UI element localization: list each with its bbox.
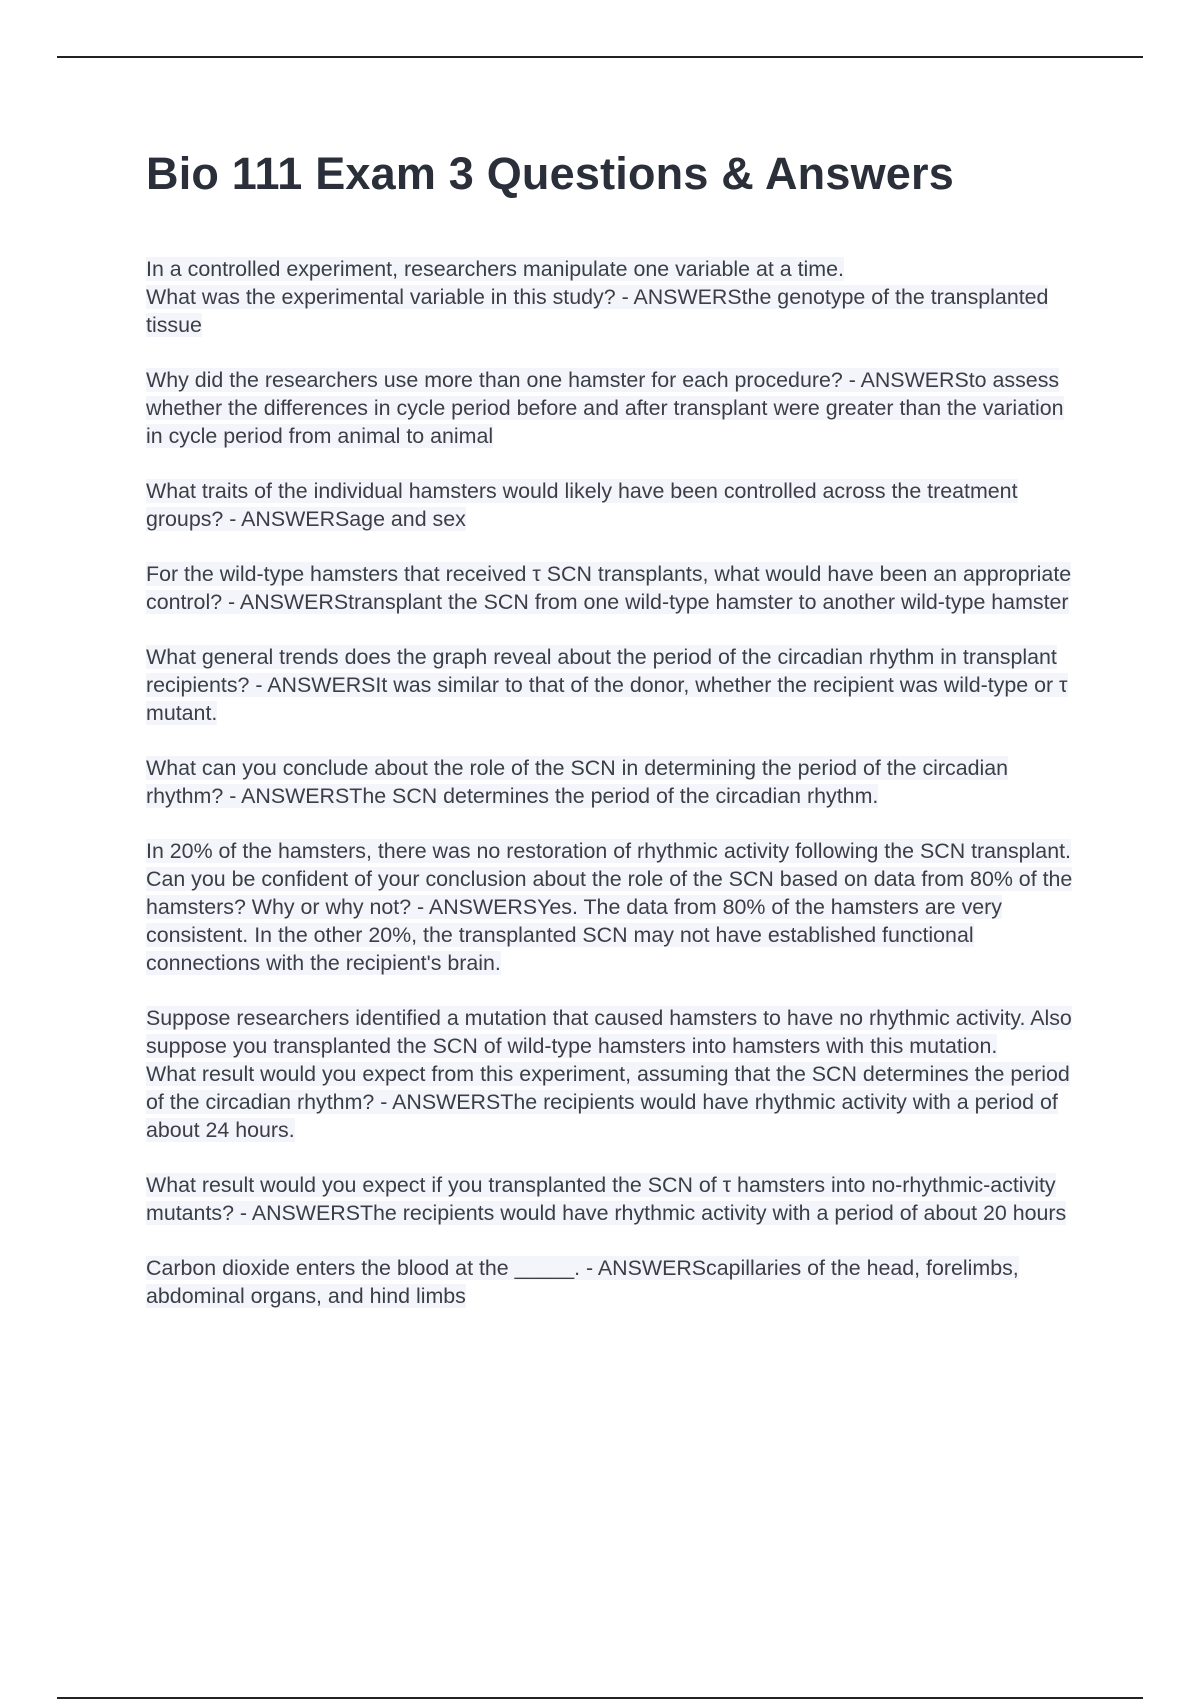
qa-item (146, 1254, 1080, 1310)
qa-text: Why did the researchers use more than one hamster for each procedure? - ANSWERSto assess whether the differences in cycle period before and after transplant were greater than the variation in cycle period from animal to animal (146, 368, 1064, 448)
qa-line (146, 1171, 1080, 1227)
qa-line (146, 560, 1080, 616)
qa-line (146, 1254, 1080, 1310)
qa-text: What traits of the individual hamsters would likely have been controlled across the treatment groups? - ANSWERSage and sex (146, 479, 1018, 531)
qa-line (146, 255, 1080, 283)
qa-text: What result would you expect from this experiment, assuming that the SCN determines the period of the circadian rhythm? - ANSWERSThe recipients would have rhythmic activity with a period of about 24 hours. (146, 1062, 1070, 1142)
qa-line (146, 754, 1080, 810)
qa-item (146, 255, 1080, 339)
qa-text: For the wild-type hamsters that received τ SCN transplants, what would have been an appropriate control? - ANSWERStransplant the SCN from one wild-type hamster to another wild-type hamster (146, 562, 1072, 614)
bottom-divider (57, 1697, 1143, 1699)
qa-line (146, 1004, 1080, 1060)
qa-text: What result would you expect if you transplanted the SCN of τ hamsters into no-rhythmic-activity mutants? - ANSWERSThe recipients would have rhythmic activity with a period of about 20 hours (146, 1173, 1067, 1225)
qa-text: What can you conclude about the role of the SCN in determining the period of the circadian rhythm? - ANSWERSThe SCN determines the period of the circadian rhythm. (146, 756, 1009, 808)
qa-text: Can you be confident of your conclusion about the role of the SCN based on data from 80% of the hamsters? Why or why not? - ANSWERSYes. The data from 80% of the hamsters are very consistent. In the other 20%, the transplanted SCN may not have established functional connections with the recipient's brain. (146, 867, 1073, 975)
qa-line (146, 283, 1080, 339)
qa-text: In a controlled experiment, researchers manipulate one variable at a time. (146, 257, 844, 281)
qa-line (146, 1060, 1080, 1144)
qa-item (146, 477, 1080, 533)
qa-item (146, 560, 1080, 616)
qa-item (146, 1171, 1080, 1227)
qa-text: Suppose researchers identified a mutation that caused hamsters to have no rhythmic activity. Also suppose you transplanted the SCN of wild-type hamsters into hamsters with this mutation. (146, 1006, 1072, 1058)
qa-line (146, 837, 1080, 865)
qa-item (146, 1004, 1080, 1144)
qa-list (146, 255, 1080, 1337)
qa-text: What general trends does the graph reveal about the period of the circadian rhythm in transplant recipients? - ANSWERSIt was similar to that of the donor, whether the recipient was wild-type or τ mutant. (146, 645, 1068, 725)
qa-text: In 20% of the hamsters, there was no restoration of rhythmic activity following the SCN transplant. (146, 839, 1071, 863)
qa-item (146, 643, 1080, 727)
qa-item (146, 837, 1080, 977)
qa-text: What was the experimental variable in this study? - ANSWERSthe genotype of the transplanted tissue (146, 285, 1049, 337)
page-title: Bio 111 Exam 3 Questions & Answers (146, 148, 954, 199)
qa-text: Carbon dioxide enters the blood at the _____. - ANSWERScapillaries of the head, forelimbs, abdominal organs, and hind limbs (146, 1256, 1019, 1308)
qa-line (146, 643, 1080, 727)
qa-item (146, 366, 1080, 450)
qa-line (146, 477, 1080, 533)
qa-item (146, 754, 1080, 810)
qa-line (146, 366, 1080, 450)
qa-line (146, 865, 1080, 977)
top-divider (57, 56, 1143, 58)
